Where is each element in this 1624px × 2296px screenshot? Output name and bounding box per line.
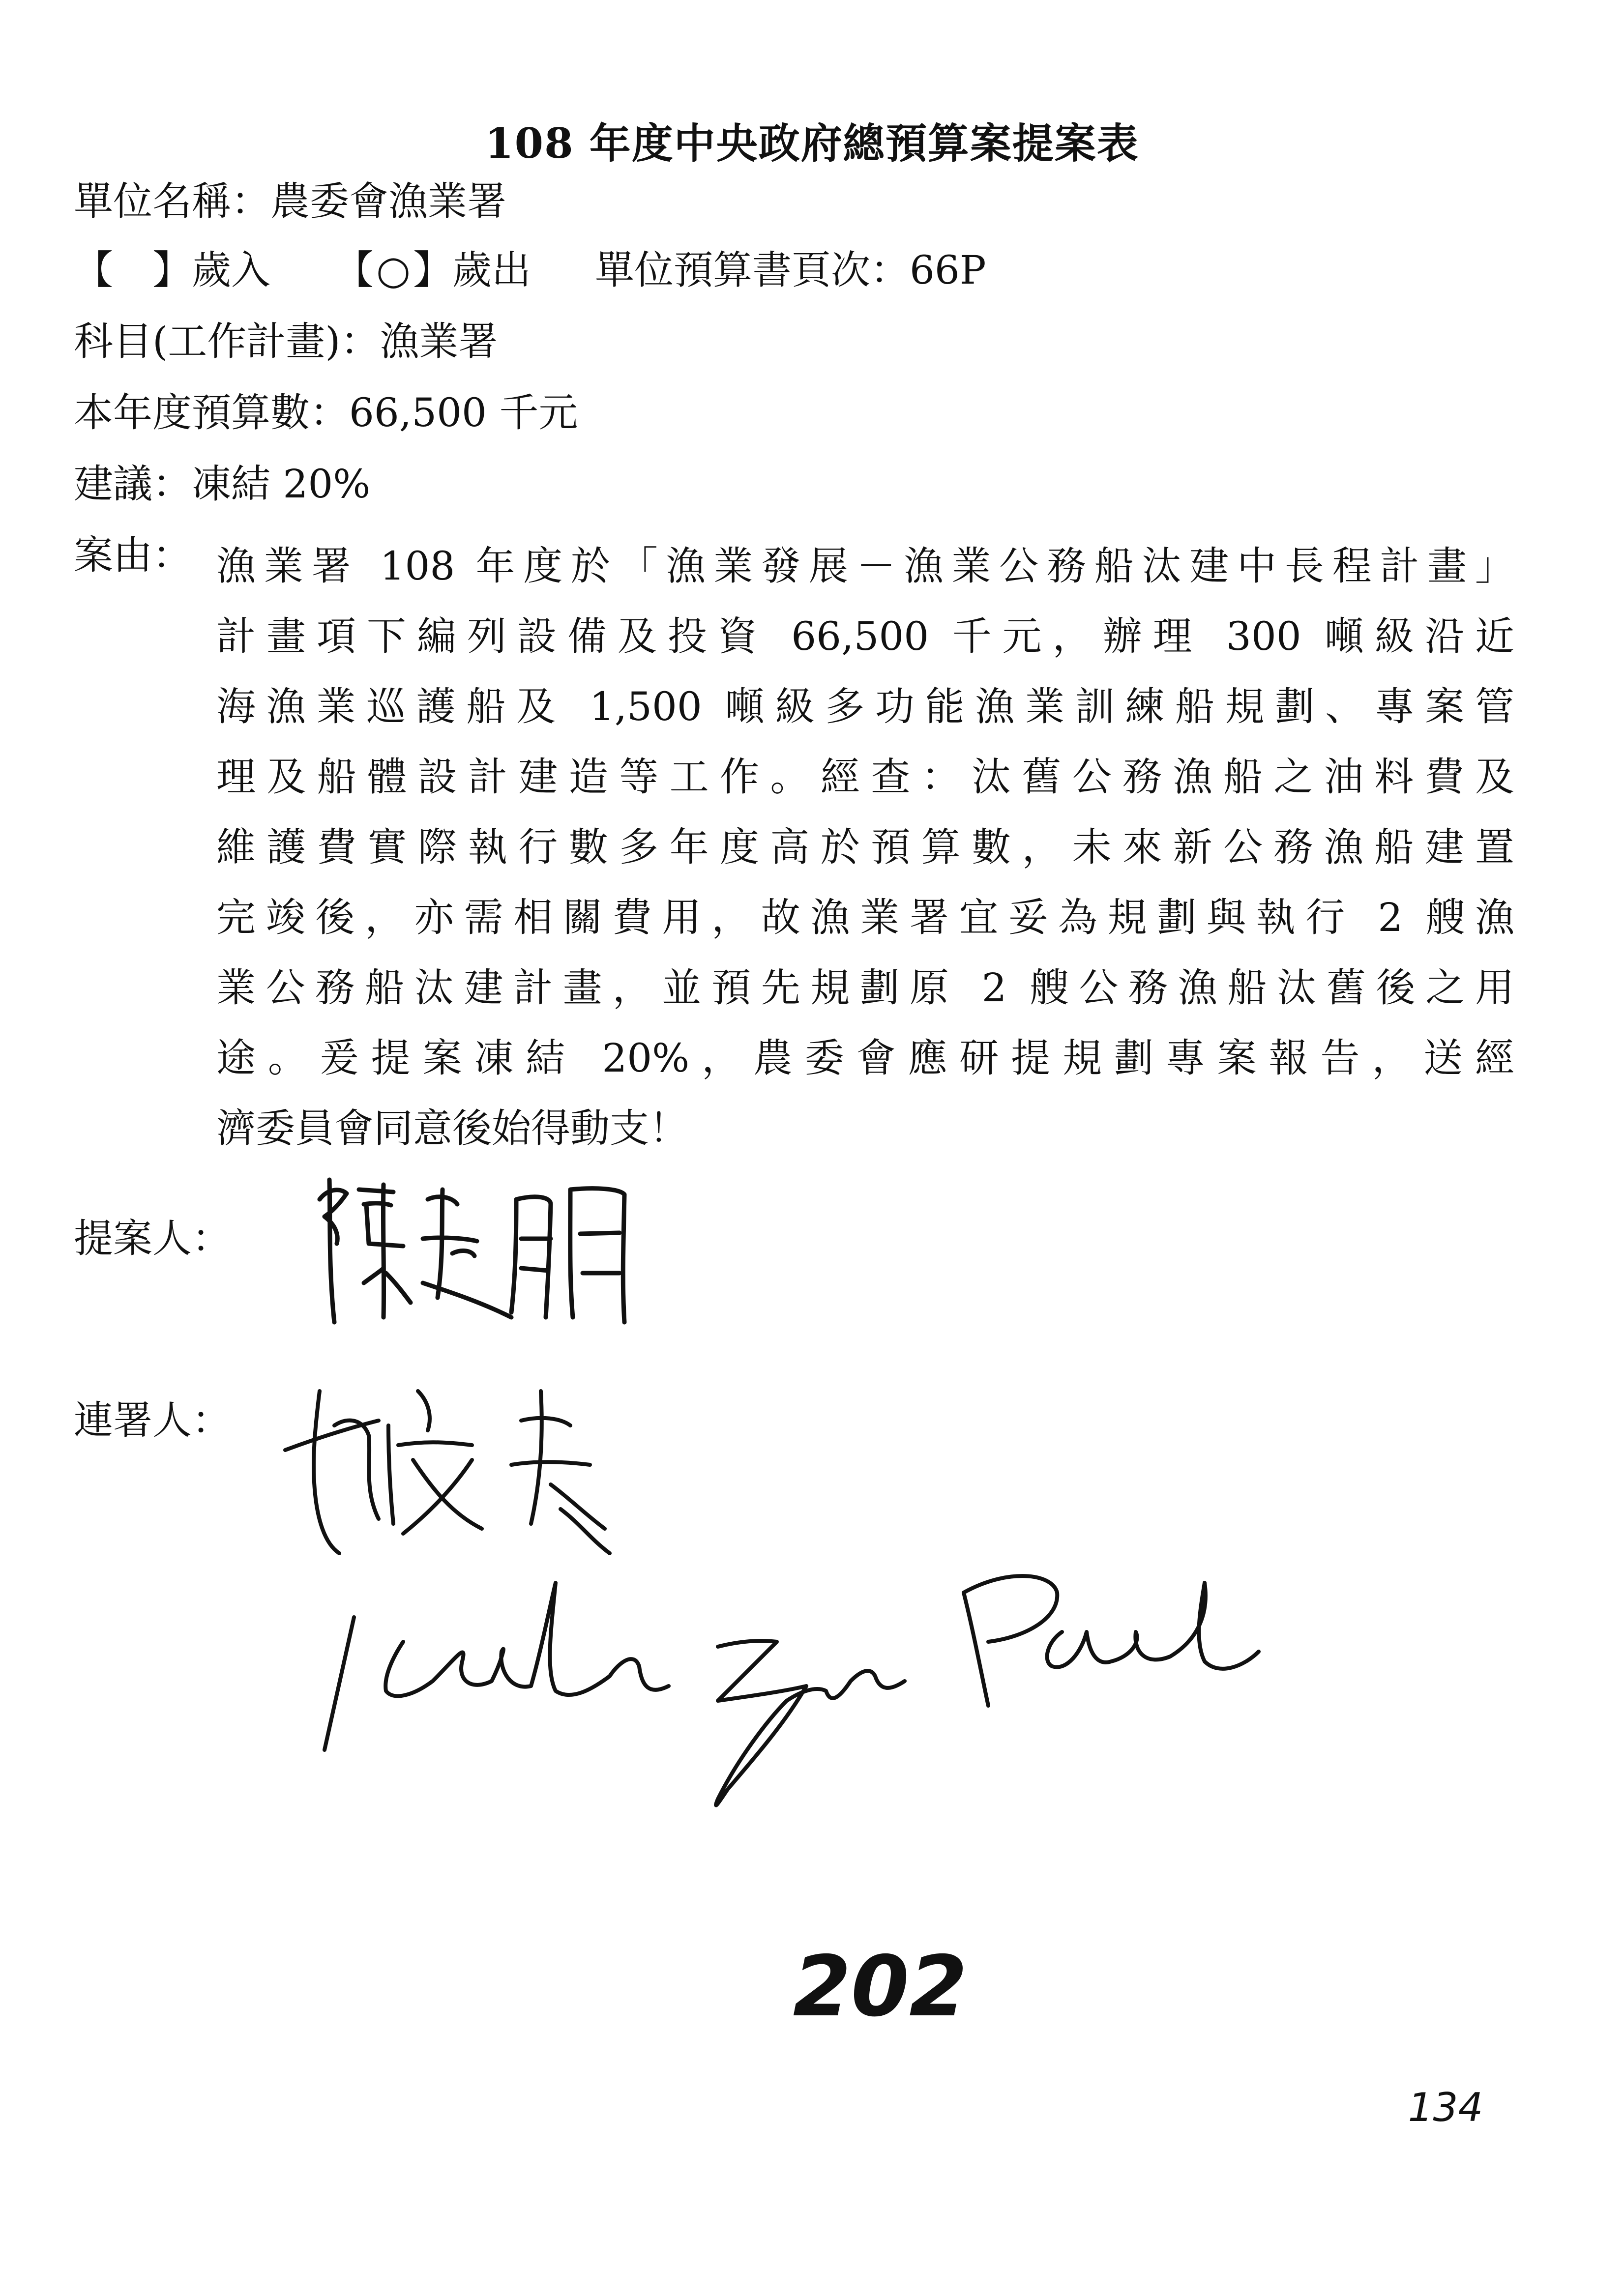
expenditure-option [334,246,531,295]
expenditure-bracket-close: 】 [413,247,452,293]
budget-amount-line: 本年度預算數：66,500 千元 [74,390,578,436]
revenue-label: 歲入 [192,247,270,293]
reason-line: 完竣後，亦需相關費用，故漁業署宜妥為規劃與執行 2 艘漁 [216,895,1514,940]
page-number [1406,2079,1485,2133]
handwritten-number-text: 202 [793,1942,968,2030]
reason-line: 濟委員會同意後始得動支！ [216,1105,688,1151]
budget-page-reference: 單位預算書頁次：66P [595,247,986,293]
reason-label: 案由： [74,532,192,578]
reason-line: 業公務船汰建計畫，並預先規劃原 2 艘公務漁船汰舊後之用 [216,965,1514,1011]
expenditure-bracket-open: 【 [334,247,374,293]
subject-line: 科目(工作計畫)：漁業署 [74,319,498,364]
reason-line: 途。爰提案凍結 20%，農委會應研提規劃專案報告，送經 [216,1035,1514,1081]
cosigner-signature-1 [266,1362,659,1568]
revenue-bracket-close: 】 [152,247,192,293]
expenditure-mark: ○ [376,247,411,293]
reason-line: 理及船體設計建造等工作。經查：汰舊公務漁船之油料費及 [216,754,1514,800]
reason-line: 海漁業巡護船及 1,500 噸級多功能漁業訓練船規劃、專案管 [216,684,1514,729]
unit-name: 單位名稱：農委會漁業署 [74,178,506,224]
handwritten-number [767,1942,993,2030]
expenditure-label: 歲出 [452,247,531,293]
reason-text [216,531,1514,1163]
suggestion-line: 建議：凍結 20% [74,461,371,507]
reason-line: 漁業署 108 年度於「漁業發展－漁業公務船汰建中長程計畫」 [216,543,1514,589]
revenue-option [74,246,270,295]
proposer-label: 提案人： [74,1216,231,1261]
reason-line: 維護費實際執行數多年度高於預算數，未來新公務漁船建置 [216,824,1514,870]
document-title: 108 年度中央政府總預算案提案表 [485,119,1139,168]
revenue-bracket-open: 【 [74,247,113,293]
cosigner-label: 連署人： [74,1397,231,1443]
page-number-text: 134 [1408,2085,1483,2130]
cosigner-signature-2 [295,1543,1328,1819]
proposer-signature [305,1170,649,1332]
reason-line: 計畫項下編列設備及投資 66,500 千元，辦理 300 噸級沿近 [216,613,1514,659]
budget-type-row [74,246,986,295]
